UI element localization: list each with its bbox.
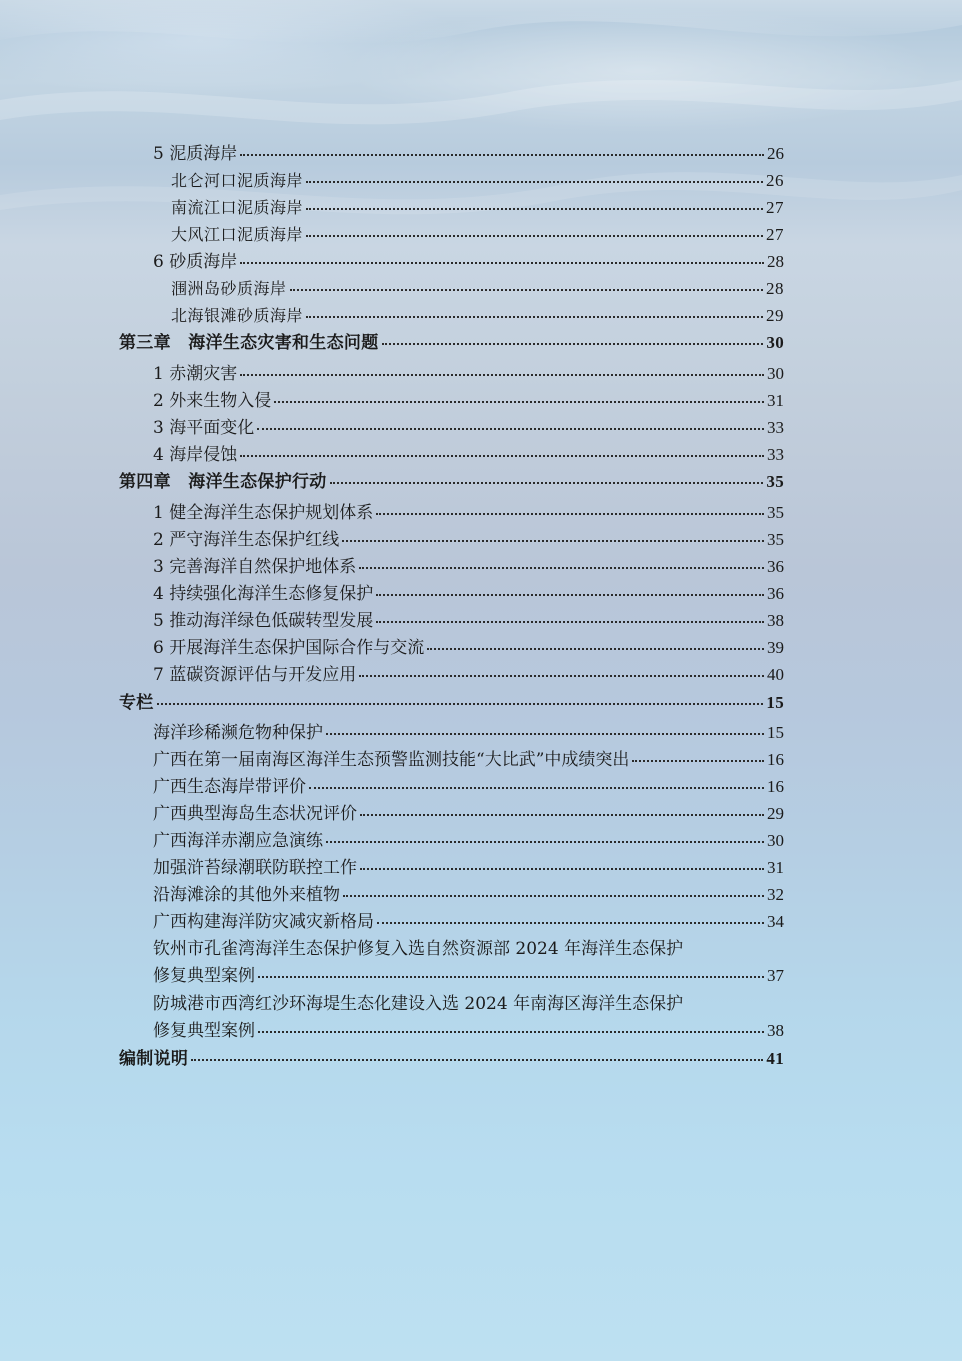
toc-entry-title: 南流江口泥质海岸 <box>171 198 304 217</box>
toc-entry[interactable] <box>153 664 784 686</box>
toc-entry-title: 1 赤潮灾害 <box>153 364 238 384</box>
toc-entry-page: 38 <box>767 611 784 630</box>
toc-entry[interactable] <box>153 965 784 987</box>
toc-chapter-page: 35 <box>766 472 784 491</box>
dot-leader <box>330 482 764 484</box>
toc-entry[interactable] <box>153 884 784 906</box>
toc-entry-page: 33 <box>767 445 784 464</box>
toc-entry-page: 27 <box>766 225 784 244</box>
toc-entry[interactable] <box>153 363 784 385</box>
toc-entry-title: 北仑河口泥质海岸 <box>171 171 304 190</box>
dot-leader <box>376 513 764 515</box>
toc-entry-page: 31 <box>767 391 784 410</box>
toc-chapter-page: 41 <box>766 1049 784 1068</box>
toc-entry-title: 3 海平面变化 <box>153 418 255 438</box>
toc-chapter-title: 编制说明 <box>119 1049 189 1069</box>
toc-chapter[interactable] <box>119 1048 784 1070</box>
toc-entry-title: 广西生态海岸带评价 <box>153 777 306 797</box>
toc-entry-title: 修复典型案例 <box>153 966 255 986</box>
dot-leader <box>191 1059 763 1061</box>
toc-entry-page: 27 <box>766 198 784 217</box>
toc-entry[interactable] <box>171 197 784 219</box>
toc-entry-page: 32 <box>767 885 784 904</box>
dot-leader <box>326 733 764 735</box>
toc-entry-title: 2 外来生物入侵 <box>153 391 272 411</box>
toc-entry-title: 6 砂质海岸 <box>153 252 238 272</box>
dot-leader <box>157 703 764 705</box>
toc-entry[interactable] <box>153 637 784 659</box>
toc-entry[interactable] <box>153 911 784 933</box>
toc-entry-title: 大风江口泥质海岸 <box>171 225 304 244</box>
toc-entry[interactable] <box>153 529 784 551</box>
toc-entry[interactable] <box>153 502 784 524</box>
toc-entry-page: 29 <box>766 306 784 325</box>
dot-leader <box>274 401 764 403</box>
dot-leader <box>632 760 764 762</box>
dot-leader <box>258 1031 764 1033</box>
toc-entry-title: 广西典型海岛生态状况评价 <box>153 804 357 824</box>
toc-entry-title: 沿海滩涂的其他外来植物 <box>153 885 340 905</box>
toc-entry[interactable] <box>153 857 784 879</box>
dot-leader <box>359 567 764 569</box>
toc-entry-title: 北海银滩砂质海岸 <box>171 306 304 325</box>
dot-leader <box>240 154 764 156</box>
toc-entry-title: 1 健全海洋生态保护规划体系 <box>153 503 374 523</box>
dot-leader <box>376 594 764 596</box>
toc-entry-page: 26 <box>766 171 784 190</box>
toc-entry-title: 广西构建海洋防灾减灾新格局 <box>153 912 374 932</box>
toc-entry-page: 16 <box>767 777 784 796</box>
toc-entry[interactable] <box>153 610 784 632</box>
toc-entry-page: 16 <box>767 750 784 769</box>
toc-entry-title: 6 开展海洋生态保护国际合作与交流 <box>153 638 425 658</box>
toc-entry-page: 30 <box>767 831 784 850</box>
toc-entry-title: 2 严守海洋生态保护红线 <box>153 530 340 550</box>
toc-entry-title: 7 蓝碳资源评估与开发应用 <box>153 665 357 685</box>
toc-entry-page: 30 <box>767 364 784 383</box>
toc-entry-page: 34 <box>767 912 784 931</box>
toc-entry[interactable] <box>153 143 784 165</box>
toc-entry[interactable] <box>171 224 784 246</box>
toc-entry-page: 26 <box>767 144 784 163</box>
toc-entry[interactable] <box>153 776 784 798</box>
dot-leader <box>306 208 763 210</box>
dot-leader <box>306 235 763 237</box>
toc-chapter-page: 30 <box>766 333 784 352</box>
toc-entry-page: 33 <box>767 418 784 437</box>
toc-entry-page: 28 <box>766 279 784 298</box>
toc-entry[interactable] <box>153 251 784 273</box>
toc-chapter-title: 第四章 海洋生态保护行动 <box>119 472 327 492</box>
toc-chapter-page: 15 <box>766 693 784 712</box>
dot-leader <box>326 841 764 843</box>
dot-leader <box>240 455 764 457</box>
dot-leader <box>342 540 764 542</box>
toc-entry[interactable] <box>153 556 784 578</box>
toc-entry[interactable] <box>153 1020 784 1042</box>
toc-chapter[interactable] <box>119 692 784 714</box>
toc-entry[interactable] <box>153 417 784 439</box>
toc-entry-title: 3 完善海洋自然保护地体系 <box>153 557 357 577</box>
dot-leader <box>306 181 763 183</box>
toc-chapter-title: 专栏 <box>119 693 154 713</box>
dot-leader <box>343 895 764 897</box>
toc-entry-title: 海洋珍稀濒危物种保护 <box>153 723 323 743</box>
dot-leader <box>360 814 764 816</box>
dot-leader <box>377 922 764 924</box>
toc-entry-title-line1[interactable]: 防城港市西湾红沙环海堤生态化建设入选 2024 年南海区海洋生态保护 <box>153 994 684 1014</box>
toc-entry-title: 5 推动海洋绿色低碳转型发展 <box>153 611 374 631</box>
toc-entry-page: 36 <box>767 584 784 603</box>
toc-chapter[interactable] <box>119 471 784 493</box>
toc-entry-page: 38 <box>767 1021 784 1040</box>
toc-entry-page: 39 <box>767 638 784 657</box>
dot-leader <box>427 648 764 650</box>
toc-entry-page: 15 <box>767 723 784 742</box>
toc-entry-page: 29 <box>767 804 784 823</box>
dot-leader <box>376 621 764 623</box>
toc-entry[interactable] <box>171 305 784 327</box>
toc-entry-page: 36 <box>767 557 784 576</box>
dot-leader <box>240 374 764 376</box>
toc-entry[interactable] <box>153 722 784 744</box>
dot-leader <box>359 675 764 677</box>
toc-chapter[interactable] <box>119 332 784 354</box>
toc-entry-title: 广西海洋赤潮应急演练 <box>153 831 323 851</box>
toc-entry-title: 涠洲岛砂质海岸 <box>171 279 287 298</box>
dot-leader <box>258 976 764 978</box>
toc-entry[interactable] <box>153 803 784 825</box>
dot-leader <box>382 343 764 345</box>
toc-entry-title-line1[interactable]: 钦州市孔雀湾海洋生态保护修复入选自然资源部 2024 年海洋生态保护 <box>153 939 684 959</box>
toc-entry-page: 35 <box>767 503 784 522</box>
dot-leader <box>240 262 764 264</box>
dot-leader <box>360 868 764 870</box>
toc-entry-title: 修复典型案例 <box>153 1021 255 1041</box>
toc-entry-title: 4 持续强化海洋生态修复保护 <box>153 584 374 604</box>
toc-entry-page: 40 <box>767 665 784 684</box>
dot-leader <box>257 428 764 430</box>
toc-entry[interactable] <box>153 749 784 771</box>
dot-leader <box>309 787 764 789</box>
toc-entry-page: 37 <box>767 966 784 985</box>
toc-entry-title: 4 海岸侵蚀 <box>153 445 238 465</box>
toc-entry-title: 5 泥质海岸 <box>153 144 238 164</box>
toc-entry-title: 加强浒苔绿潮联防联控工作 <box>153 858 357 878</box>
toc-chapter-title: 第三章 海洋生态灾害和生态问题 <box>119 333 379 353</box>
toc-entry-page: 31 <box>767 858 784 877</box>
dot-leader <box>306 316 763 318</box>
toc-entry-page: 28 <box>767 252 784 271</box>
toc-entry-title: 广西在第一届南海区海洋生态预警监测技能“大比武”中成绩突出 <box>153 750 630 770</box>
toc-entry[interactable] <box>153 830 784 852</box>
toc-entry[interactable] <box>171 170 784 192</box>
toc-entry[interactable] <box>153 390 784 412</box>
toc-entry[interactable] <box>171 278 784 300</box>
toc-entry-page: 35 <box>767 530 784 549</box>
toc-entry[interactable] <box>153 583 784 605</box>
toc-entry[interactable] <box>153 444 784 466</box>
dot-leader <box>290 289 763 291</box>
